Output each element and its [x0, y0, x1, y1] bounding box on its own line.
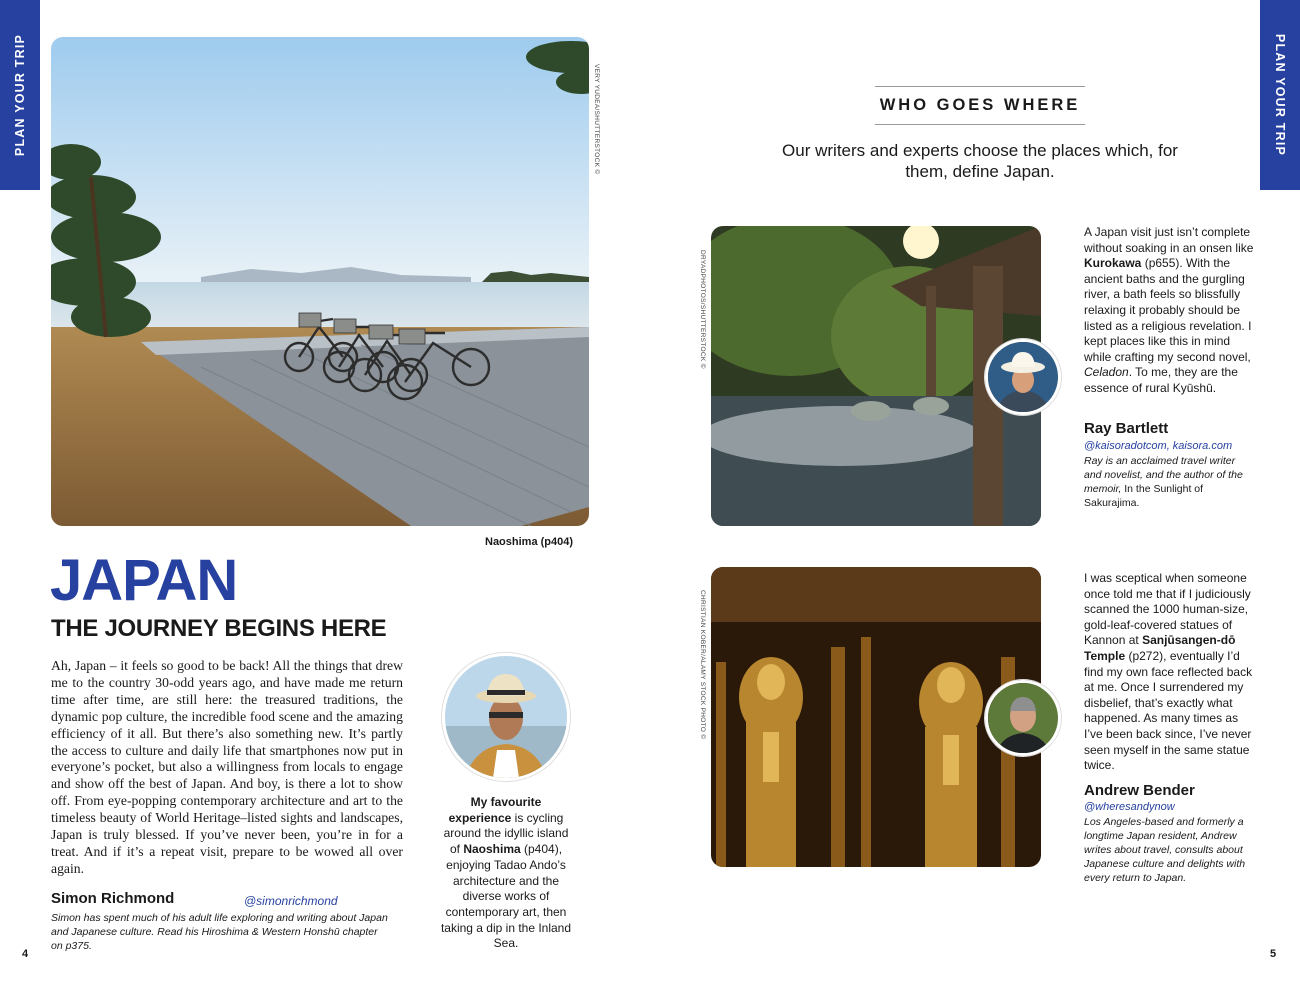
naoshima-photo — [51, 37, 589, 526]
ray-bio-roman: In the Sunlight of Sakurajima. — [1084, 483, 1204, 509]
author-name: Simon Richmond — [51, 890, 175, 907]
andrew-name: Andrew Bender — [1084, 782, 1195, 799]
page-number-left: 4 — [22, 948, 29, 960]
ray-handle-link[interactable]: @kaisoradotcom, kaisora.com — [1084, 440, 1233, 452]
page-subtitle: THE JOURNEY BEGINS HERE — [51, 615, 387, 642]
onsen-photo-credit: DRYADPHOTOS/SHUTTERSTOCK © — [699, 250, 706, 369]
ray-essay-place: Kurokawa — [1084, 256, 1142, 271]
andrew-essay-place: Sanjūsangen-dō Temple — [1084, 633, 1236, 663]
ray-bio — [1084, 454, 1254, 510]
ray-essay-text-2: (p655). With the ancient baths and the gurgling river, a bath feels so blissfully relaxing it probably should be listed as a religious revelation. I kept places like this in mind while crafting my second novel, — [1084, 256, 1252, 364]
page-title: JAPAN — [50, 548, 238, 613]
andrew-essay-text-1: I was sceptical when someone once told me that if I judiciously scanned the 1000 human-size, gold-leaf-covered statues of Kannon at — [1084, 571, 1251, 648]
heading-rule-top — [875, 86, 1085, 87]
simon-avatar-art — [445, 656, 567, 778]
ray-essay-novel: Celadon — [1084, 365, 1129, 380]
section-tab-left — [0, 0, 40, 190]
andrew-handle-link[interactable]: @wheresandynow — [1084, 801, 1175, 813]
heading-rule-bottom — [875, 124, 1085, 125]
who-goes-where-subheading: Our writers and experts choose the places which, for them, define Japan. — [782, 141, 1178, 181]
favourite-experience — [440, 795, 572, 952]
andrew-avatar-art — [988, 683, 1058, 753]
ray-name: Ray Bartlett — [1084, 420, 1169, 437]
page-number-right: 5 — [1270, 948, 1277, 960]
favourite-lead: My favourite experience — [448, 795, 542, 825]
hero-photo-credit: VERY YUDEA/SHUTTERSTOCK © — [593, 64, 600, 175]
section-tab-label: PLAN YOUR TRIP — [1273, 33, 1287, 157]
ray-essay-text-3: . To me, they are the essence of rural Kyūshū. — [1084, 365, 1238, 395]
author-bio: Simon has spent much of his adult life exploring and writing about Japan and Japanese culture. Read his Hiroshima & Western Honshū chapter on p375. — [51, 912, 388, 952]
andrew-essay-text-2: (p272), eventually I’d find my own face reflected back at me. Once I surrendered my disbelief, that’s exactly what happened. As many times as I’ve been back since, I’ve never seen myself in the same statue twice. — [1084, 648, 1253, 773]
ray-bio-italic: Ray is an acclaimed travel writer and novelist, and the author of the memoir, — [1084, 455, 1243, 495]
andrew-bio: Los Angeles-based and formerly a longtime Japan resident, Andrew writes about travel, consults about Japanese culture and delights with every return to Japan. — [1084, 816, 1246, 884]
simon-avatar — [442, 653, 570, 781]
andrew-essay — [1084, 571, 1254, 774]
favourite-text-1: is cycling around the idyllic island of — [443, 810, 569, 857]
favourite-text-2: (p404), enjoying Tadao Ando’s architecture and the diverse works of contemporary art, then taking a dip in the Inland Sea. — [440, 842, 572, 951]
ray-avatar-art — [988, 342, 1058, 412]
andrew-avatar — [985, 680, 1061, 756]
ray-essay — [1084, 225, 1254, 397]
ray-essay-text-1: A Japan visit just isn’t complete without soaking in an onsen like — [1084, 225, 1254, 255]
ray-avatar — [985, 339, 1061, 415]
favourite-place: Naoshima — [463, 842, 521, 857]
hero-photo-caption: Naoshima (p404) — [485, 536, 574, 548]
section-tab-right — [1260, 0, 1300, 190]
kannon-photo-credit: CHRISTIAN KOBER/ALAMY STOCK PHOTO © — [699, 590, 706, 740]
naoshima-photo-art — [51, 37, 589, 526]
intro-paragraph: Ah, Japan – it feels so good to be back! All the things that drew me to the country 30-odd years ago, and have made me return time after time, are still here: the treasured traditions, the dynamic pop culture, the incredible food scene and the amazing efficiency of it all. But there’s also something new. It’s partly the access to culture and daily life that smartphones now put in everyone’s pocket, but also a willingness from locals to engage and show off the best of Japan. And boy, is there a lot to show off. From eye-popping contemporary architecture and art to the timeless beauty of World Heritage–listed sights and landscapes, Japan is truly blessed. If you’ve never been, you’re in for a treat. And if it’s a repeat visit, prepare to be wowed all over again. — [51, 658, 403, 876]
section-tab-label: PLAN YOUR TRIP — [13, 33, 27, 157]
author-handle-link[interactable]: @simonrichmond — [244, 894, 338, 908]
who-goes-where-heading: WHO GOES WHERE — [879, 96, 1081, 114]
